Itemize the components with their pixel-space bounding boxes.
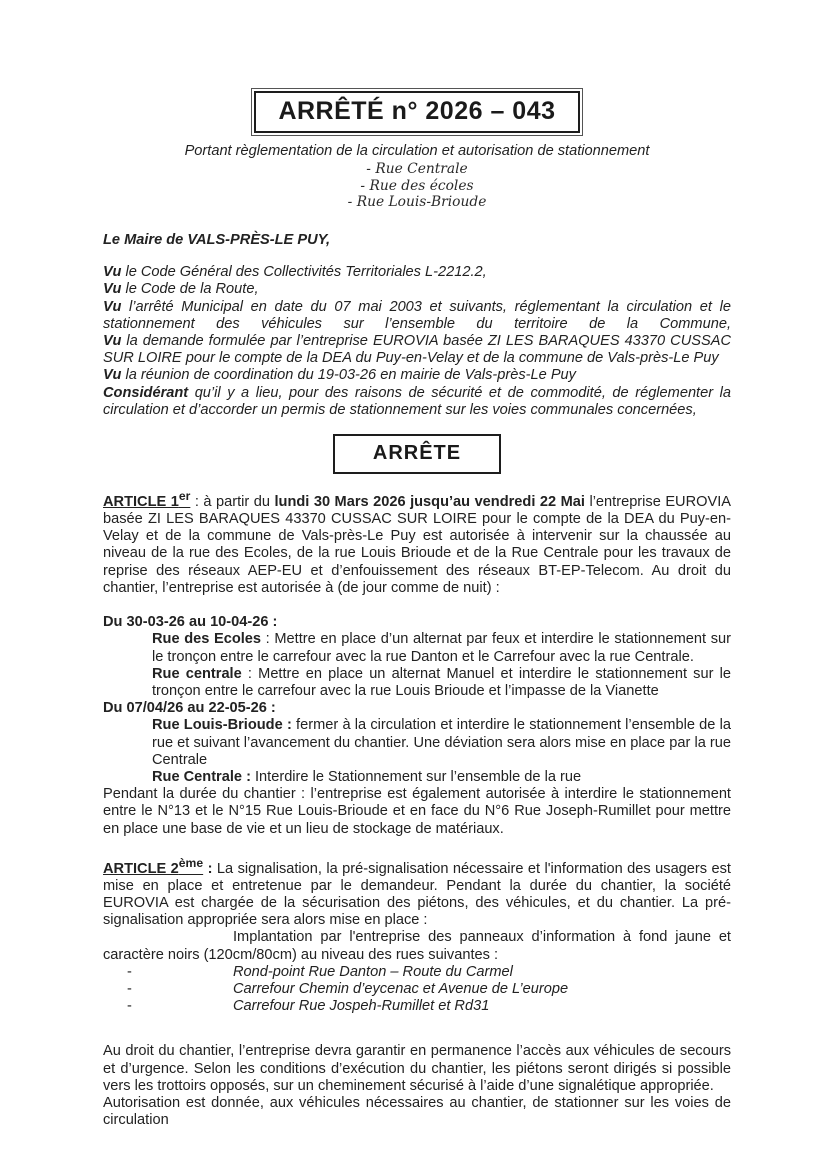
vu-text-2: le Code de la Route,: [121, 281, 259, 298]
bullet-dash-2: -: [127, 981, 132, 998]
arrete-banner: ARRÊTE: [333, 434, 501, 474]
article-1-label-sup: er: [178, 489, 191, 504]
period-1-item-1-street: Rue des Ecoles: [152, 631, 262, 648]
period-2-heading: Du 07/04/26 au 22-05-26 :: [103, 700, 276, 717]
bullet-text-1: Rond-point Rue Danton – Route du Carmel: [233, 963, 513, 980]
vu-lead-1: Vu: [103, 264, 122, 281]
article-2-sep: :: [203, 860, 217, 877]
decree-subtitle: Portant règlementation de la circulation et autorisation de stationnement: [184, 143, 650, 159]
bullet-dash-3: -: [127, 998, 132, 1015]
vu-lead-4: Vu: [103, 333, 122, 349]
arrete-banner-area: [103, 434, 731, 474]
article-1-dates: lundi 30 Mars 2026 jusqu’au vendredi 22 Mai: [274, 493, 585, 510]
vu-clause-1: [103, 264, 731, 281]
article-2-label-text: ARTICLE 2: [103, 860, 179, 877]
article-1: [103, 488, 731, 597]
period-block-1: [103, 614, 731, 786]
period-1-item-2: [152, 666, 731, 700]
period-2-item-1: [152, 717, 731, 769]
period-1-item-1-text: : Mettre en place d’un alternat par feux et interdire le stationnement sur le tronçon entre le carrefour avec la rue Danton et le Carrefour avec la rue Centrale.: [152, 631, 731, 665]
period-2-item-2-street: Rue Centrale :: [152, 768, 251, 785]
article-1-body: l’entreprise EUROVIA basée ZI LES BARAQUES 43370 CUSSAC SUR LOIRE pour le compte de la DEA du Puy-en-Velay et de la commune de Vals-près-Le Puy est autorisée à intervenir sur la chaussée au niveau de la rue des Ecoles, de la rue Louis Brioude et de la Rue Centrale pour les travaux de reprise des réseaux AEP-EU et d’enfouissement des réseaux BT-EP-Telecom. Au droit du chantier, l’entreprise est autorisée à (de jour comme de nuit) :: [103, 493, 732, 596]
closing-paragraph-2: Autorisation est donnée, aux véhicules nécessaires au chantier, de stationner sur les voies de circulation: [103, 1095, 731, 1129]
period-1-heading: Du 30-03-26 au 10-04-26 :: [103, 614, 278, 631]
vu-clause-2: [103, 281, 731, 298]
mayor-opening: Le Maire de VALS-PRÈS-LE PUY,: [103, 231, 331, 248]
vu-text-1: le Code Général des Collectivités Territoriales L-2212.2,: [121, 264, 487, 281]
vu-text-5: la réunion de coordination du 19-03-26 en mairie de Vals-près-Le Puy: [121, 367, 576, 384]
bullet-text-2: Carrefour Chemin d’eycenac et Avenue de L’europe: [233, 981, 569, 998]
street-line-2: - Rue des écoles: [360, 177, 474, 194]
title-area: [103, 88, 731, 136]
implantation-paragraph: Implantation par l'entreprise des panneaux d’information à fond jaune et caractère noirs (120cm/80cm) au niveau des rues suivantes :: [103, 929, 731, 963]
considerant-lead: Considérant: [103, 384, 189, 401]
vu-clause-4: [103, 333, 731, 367]
street-line-1: - Rue Centrale: [366, 161, 468, 178]
period-1-item-2-street: Rue centrale: [152, 665, 242, 682]
vu-lead-5: Vu: [103, 367, 122, 384]
closing-block: [103, 1043, 731, 1129]
article-2-label: [103, 855, 204, 877]
period-2-item-1-street: Rue Louis-Brioude :: [152, 717, 292, 734]
article-2-block: [103, 855, 731, 1016]
title-box: [251, 88, 582, 136]
vu-clause-5: [103, 367, 731, 384]
article-1-sep: : à partir du: [190, 493, 275, 510]
street-line-3: - Rue Louis-Brioude: [347, 194, 487, 211]
article-1-label-text: ARTICLE 1: [103, 493, 179, 510]
article-2: [103, 855, 731, 930]
period-1-item-2-text: : Mettre en place un alternat Manuel et interdire le stationnement sur le tronçon entre le carrefour avec la rue Louis Brioude et l’impasse de la Vianette: [152, 665, 731, 699]
bullet-item-1: [127, 964, 731, 981]
vu-lead-3: Vu: [103, 298, 122, 315]
vu-clause-3: [103, 299, 731, 333]
considerant-clause: [103, 385, 731, 419]
period-2-item-2-text: Interdire le Stationnement sur l’ensemble de la rue: [250, 768, 582, 785]
article-2-body: La signalisation, la pré-signalisation nécessaire et l'information des usagers est mise en place et entretenue par le demandeur. Pendant la durée du chantier, la société EUROVIA est chargée de la sécurisation des piétons, des véhicules, et du chantier. La pré-signalisation appropriée sera alors mise en place :: [103, 860, 731, 929]
period-2-item-2: [152, 769, 731, 786]
decree-title: ARRÊTÉ n° 2026 – 043: [254, 91, 579, 133]
period-2-item-1-text: fermer à la circulation et interdire le stationnement l’ensemble de la rue et suivant l’avancement du chantier. Une déviation sera alors mise en place par la rue Centrale: [152, 717, 731, 768]
pendant-paragraph: Pendant la durée du chantier : l’entreprise est également autorisée à interdire le stationnement entre le N°13 et le N°15 Rue Louis-Brioude et en face du N°6 Rue Joseph-Rumillet pour mettre en place une base de vie et un lieu de stockage de matériaux.: [103, 786, 731, 837]
considerant-text: qu’il y a lieu, pour des raisons de sécurité et de commodité, de réglementer la circulation et d’accorder un permis de stationnement sur les voies communales concernées,: [103, 384, 731, 418]
closing-paragraph-1: Au droit du chantier, l’entreprise devra garantir en permanence l’accès aux véhicules de secours et d’urgence. Selon les conditions d’exécution du chantier, les piétons seront dirigés si possible vers les trottoirs opposés, sur un cheminement sécurisé à l’aide d’une signalétique appropriée.: [103, 1043, 731, 1094]
vu-lead-2: Vu: [103, 281, 122, 298]
article-2-label-sup: ème: [178, 855, 204, 870]
bullet-text-3: Carrefour Rue Jospeh-Rumillet et Rd31: [233, 998, 490, 1015]
period-1-item-1: [152, 631, 731, 665]
bullet-item-2: [127, 981, 731, 998]
bullet-dash-1: -: [127, 963, 132, 980]
preamble: [103, 264, 731, 419]
vu-text-4: la demande formulée par l’entreprise EUROVIA basée ZI LES BARAQUES 43370 CUSSAC SUR LOIRE pour le compte de la DEA du Puy-en-Velay et de la commune de Vals-près-Le Puy: [103, 333, 731, 367]
bullet-item-3: [127, 998, 731, 1015]
street-list: [103, 161, 731, 211]
article-1-label: [103, 489, 191, 510]
vu-text-3: l’arrêté Municipal en date du 07 mai 2003 et suivants, réglementant la circulation et le stationnement des véhicules sur l’ensemble du territoire de la Commune,: [103, 298, 731, 332]
